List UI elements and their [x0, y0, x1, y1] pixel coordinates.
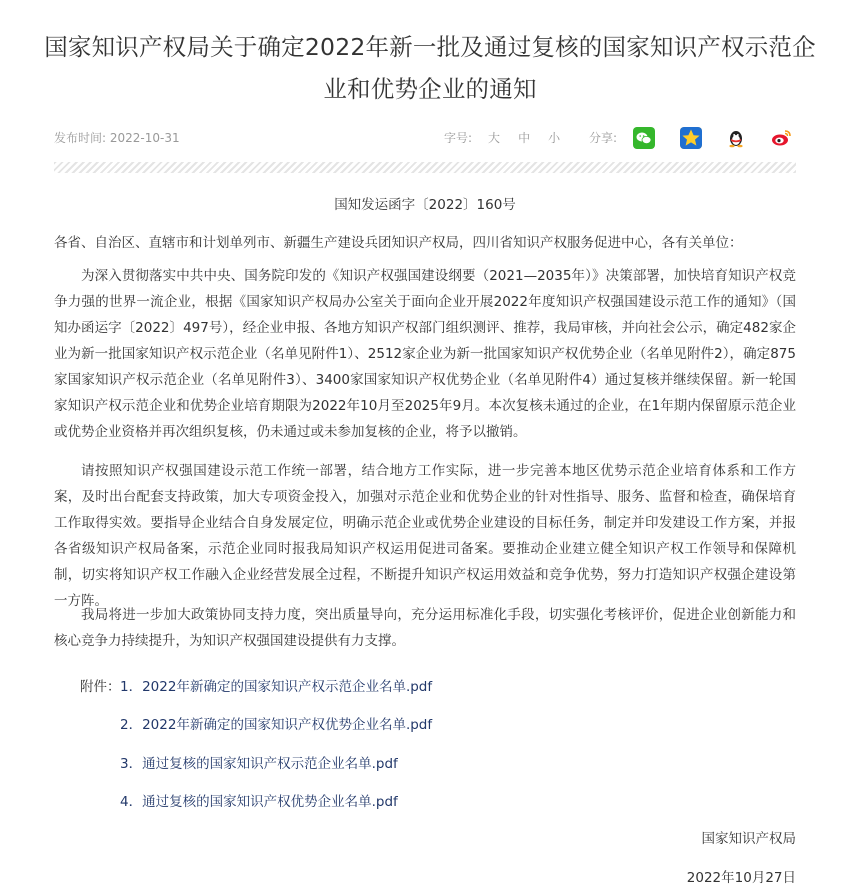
body-paragraph-1: 为深入贯彻落实中共中央、国务院印发的《知识产权强国建设纲要（2021—2035年）》决策部署，加快培育知识产权竞争力强的世界一流企业，根据《国家知识产权局办公室关于面向企业开展2022年度知识产权强国建设示范工作的通知》（国知办函运字〔2022〕497号），经企业申报、各地方知识产权部门组织测评、推荐，我局审核，并向社会公示，确定482家企业为新一批国家知识产权示范企业（名单见附件1）、2512家企业为新一批国家知识产权优势企业（名单见附件2），确定875家国家知识产权示范企业（名单见附件3）、3400家国家知识产权优势企业（名单见附件4）通过复核并继续保留。新一轮国家知识产权示范企业和优势企业培育期限为2022年10月至2025年9月。本次复核未通过的企业，在1年期内保留原示范企业或优势企业资格并再次组织复核，仍未通过或未参加复核的企业，将予以撤销。 [54, 268, 796, 440]
signature-date: 2022年10月27日 [686, 870, 796, 886]
font-size-large-button[interactable]: 大 [488, 131, 501, 145]
weibo-icon[interactable] [770, 127, 792, 149]
font-size-medium-button[interactable]: 中 [518, 131, 531, 145]
page-title: 国家知识产权局关于确定2022年新一批及通过复核的国家知识产权示范企业和优势企业的通知 [44, 33, 816, 103]
wechat-icon[interactable] [633, 127, 655, 149]
font-size-label: 字号: [444, 131, 473, 145]
attachment-link-3[interactable]: 3．通过复核的国家知识产权示范企业名单.pdf [120, 756, 398, 772]
publish-label: 发布时间: [54, 131, 107, 145]
signature: 国家知识产权局 [701, 831, 796, 847]
attachment-link-4[interactable]: 4．通过复核的国家知识产权优势企业名单.pdf [120, 794, 398, 810]
attachment-link-1[interactable]: 1．2022年新确定的国家知识产权示范企业名单.pdf [120, 679, 433, 695]
header-divider [54, 162, 796, 173]
font-size-control [444, 129, 578, 146]
publish-date [54, 129, 180, 146]
document-number: 国知发运函字〔2022〕160号 [334, 197, 516, 213]
qzone-star-icon[interactable] [680, 127, 702, 149]
font-size-small-button[interactable]: 小 [548, 131, 561, 145]
share-label: 分享: [589, 131, 618, 145]
body-paragraph-3: 我局将进一步加大政策协同支持力度，突出质量导向，充分运用标准化手段，切实强化考核评价，促进企业创新能力和核心竞争力持续提升，为知识产权强国建设提供有力支撑。 [54, 607, 796, 649]
attachment-link-2[interactable]: 2．2022年新确定的国家知识产权优势企业名单.pdf [120, 717, 433, 733]
body-paragraph-2: 请按照知识产权强国建设示范工作统一部署，结合地方工作实际，进一步完善本地区优势示范企业培育体系和工作方案，及时出台配套支持政策，加大专项资金投入，加强对示范企业和优势企业的针对性指导、服务、监督和检查，确保培育工作取得实效。要指导企业结合自身发展定位，明确示范企业或优势企业建设的目标任务，制定并印发建设工作方案，并报各省级知识产权局备案，示范企业同时报我局知识产权运用促进司备案。要推动企业建立健全知识产权工作领导和保障机制，切实将知识产权工作融入企业经营发展全过程，不断提升知识产权运用效益和竞争优势，努力打造知识产权强企建设第一方阵。 [54, 463, 796, 609]
addressee: 各省、自治区、直辖市和计划单列市、新疆生产建设兵团知识产权局，四川省知识产权服务促进中心，各有关单位： [54, 235, 743, 251]
qq-penguin-icon[interactable] [725, 127, 747, 149]
attachments-label: 附件： [80, 679, 121, 695]
publish-date-value: 2022-10-31 [109, 131, 180, 145]
